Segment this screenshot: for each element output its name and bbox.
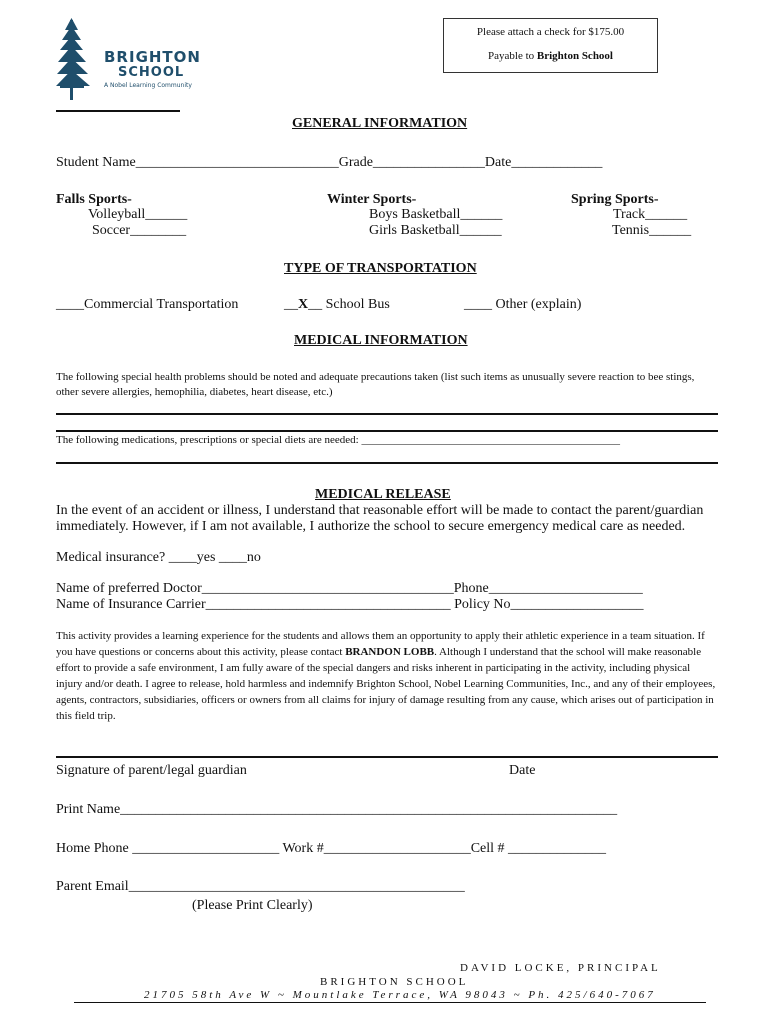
girls-basketball-option[interactable]: Girls Basketball______: [369, 223, 502, 238]
school-bus-check-mark: X: [298, 297, 309, 312]
tennis-option[interactable]: Tennis______: [612, 223, 692, 238]
print-name-line[interactable]: Print Name_______________________________________________________________________: [56, 802, 618, 817]
payment-notice-box: [443, 18, 658, 73]
volleyball-option[interactable]: Volleyball______: [88, 207, 188, 222]
insurance-carrier-line[interactable]: Name of Insurance Carrier___________________________________ Policy No___________________: [56, 597, 644, 612]
general-information-heading: GENERAL INFORMATION: [292, 116, 468, 131]
signature-label: Signature of parent/legal guardian: [56, 763, 247, 778]
principal-name: DAVID LOCKE, PRINCIPAL: [460, 962, 661, 974]
health-problems-answer-line[interactable]: [56, 413, 718, 415]
winter-sports-title: Winter Sports-: [327, 192, 417, 207]
medical-release-paragraph: In the event of an accident or illness, I understand that reasonable effort will be made to contact the parent/guardian immediately. However, if I am not available, I authorize the school to secure emergency medical care as needed.: [56, 503, 704, 534]
logo-name-line2: SCHOOL: [118, 65, 185, 80]
contact-name: BRANDON LOBB: [345, 646, 435, 658]
boys-basketball-option[interactable]: Boys Basketball______: [369, 207, 503, 222]
commercial-transport-option[interactable]: ____Commercial Transportation: [56, 297, 239, 312]
brighton-school-logo: [56, 18, 201, 114]
falls-sports-title: Falls Sports-: [56, 192, 132, 207]
phone-numbers-line[interactable]: Home Phone _____________________ Work #_____________________Cell # ______________: [56, 841, 607, 856]
payment-amount-text: Please attach a check for $175.00: [476, 26, 625, 38]
footer-divider: [74, 1002, 706, 1003]
medical-information-heading: MEDICAL INFORMATION: [294, 333, 468, 348]
medical-release-heading: MEDICAL RELEASE: [315, 487, 451, 502]
activity-waiver-paragraph: This activity provides a learning experience for the students and allows them an opportunity to apply their athletic experience in a team situation. If you have questions or concerns about this activity, please contact BRANDON LOBB. Although I understand that the school will make reasonable effort to provide a safe environment, I am fully aware of the special dangers and risks inherent in participating in the activity, including physical injury and/or death. I agree to release, hold harmless and indemnify Brighton School, Nobel Learning Communities, Inc., and any of their employees, agents, contractors, subsidiaries, officers or owners from all claims for injury of damage resulting from any cause, which arises out of participation in this field trip.: [56, 630, 716, 722]
medications-line[interactable]: The following medications, prescriptions or special diets are needed: _______________________________________________: [56, 434, 620, 446]
footer-school-name: BRIGHTON SCHOOL: [320, 976, 469, 988]
payable-to-text: Payable to Brighton School: [488, 50, 613, 62]
date-label: Date: [509, 763, 536, 778]
health-problems-text: The following special health problems should be noted and adequate precautions taken (list such items as unusually severe reaction to bee stings, other severe allergies, hemophilia, diabetes, heart disease, etc.): [56, 371, 695, 398]
print-clearly-note: (Please Print Clearly): [192, 898, 313, 913]
medications-answer-line[interactable]: [56, 462, 718, 464]
other-transport-option[interactable]: ____ Other (explain): [464, 297, 582, 312]
school-bus-option[interactable]: __X__ School Bus: [284, 297, 390, 312]
parent-email-line[interactable]: Parent Email________________________________________________: [56, 879, 465, 894]
preferred-doctor-line[interactable]: Name of preferred Doctor____________________________________Phone______________________: [56, 581, 643, 596]
soccer-option[interactable]: Soccer________: [92, 223, 187, 238]
signature-line[interactable]: [56, 756, 718, 758]
medical-insurance-question[interactable]: Medical insurance? ____yes ____no: [56, 550, 261, 565]
logo-divider: [56, 110, 180, 112]
logo-name-line1: BRIGHTON: [104, 48, 201, 66]
health-problems-answer-line-2[interactable]: [56, 430, 718, 432]
transportation-heading: TYPE OF TRANSPORTATION: [284, 261, 477, 276]
footer-address: 21705 58th Ave W ~ Mountlake Terrace, WA 98043 ~ Ph. 425/640-7067: [144, 989, 656, 1001]
spring-sports-title: Spring Sports-: [571, 192, 659, 207]
student-grade-date-line[interactable]: Student Name_____________________________Grade________________Date_____________: [56, 155, 603, 170]
track-option[interactable]: Track______: [613, 207, 688, 222]
logo-tagline: A Nobel Learning Community: [104, 82, 192, 89]
